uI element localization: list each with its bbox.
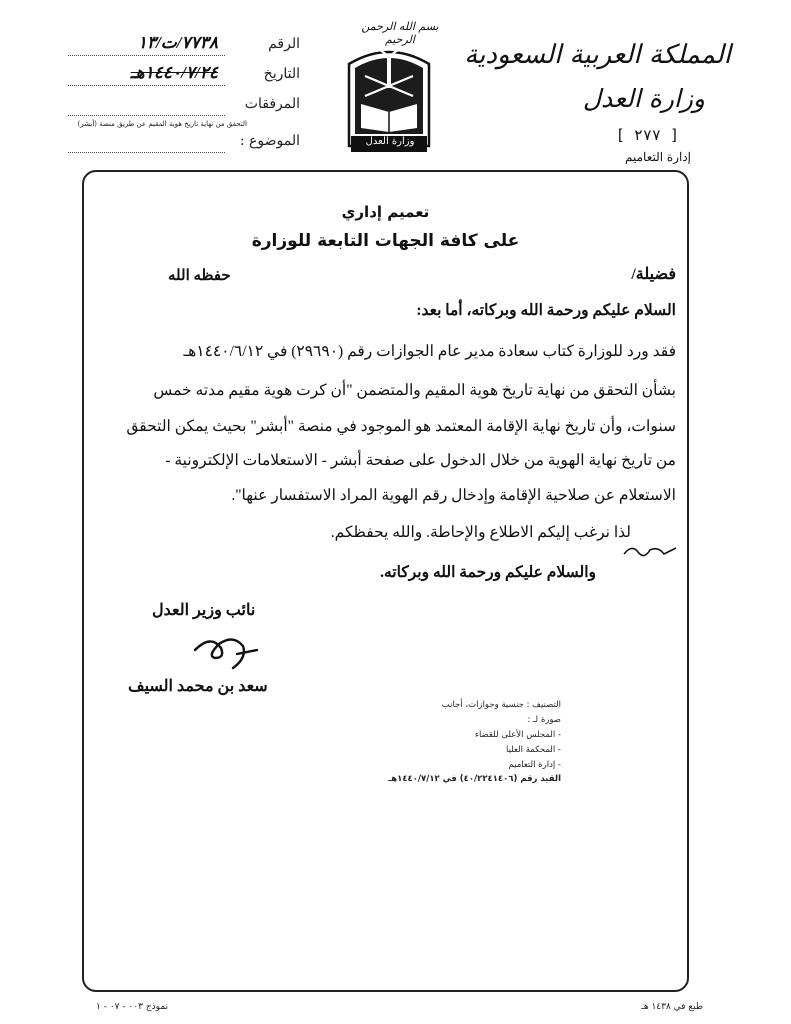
salutation-left: فضيلة/ xyxy=(631,266,676,283)
emblem-label: وزارة العدل xyxy=(365,136,415,147)
form-number: نموذج ٠٠٣ - ٠٧ - ١ xyxy=(96,1002,169,1012)
closing-request: لذا نرغب إليكم الاطلاع والإحاطة. والله يحفظكم. xyxy=(330,524,631,541)
copy-to-label: صورة لـ : xyxy=(527,715,561,725)
department-name: إدارة التعاميم xyxy=(625,150,691,164)
printed-year: طبع في ١٤٣٨ هـ xyxy=(641,1002,703,1012)
number-value: ٧٧٣٨/ت/١٣ xyxy=(137,33,218,52)
signer-title: نائب وزير العدل xyxy=(152,602,256,619)
reference-number-field xyxy=(60,33,300,58)
attachments-field xyxy=(60,96,300,118)
paragraph-line: فقد ورد للوزارة كتاب سعادة مدير عام الجوازات رقم (٢٩٦٩٠) في ١٤٤٠/٦/١٢هـ xyxy=(183,343,676,360)
record-number: القيد رقم (٤٠/٢٢٤١٤٠٦) في ١٤٤٠/٧/١٢هـ xyxy=(388,774,561,784)
absher-note: التحقق من نهاية تاريخ هوية المقيم عن طريق منصة (أبشر) xyxy=(77,120,247,128)
circular-number: [ ٢٧٧ ] xyxy=(615,126,679,144)
signer-name: سعد بن محمد السيف xyxy=(128,678,268,695)
greeting: السلام عليكم ورحمة الله وبركاته، أما بعد: xyxy=(416,302,676,319)
date-rule xyxy=(68,85,225,86)
circular-subtitle: على كافة الجهات التابعة للوزارة xyxy=(251,231,520,251)
paragraph-line: من تاريخ نهاية الهوية من خلال الدخول على صفحة أبشر - الاستعلامات الإلكترونية - xyxy=(165,452,676,469)
copy-to-item: - المجلس الأعلى للقضاء xyxy=(474,730,561,740)
subject-rule xyxy=(68,152,225,153)
paragraph-line: بشأن التحقق من نهاية تاريخ هوية المقيم والمتضمن "أن كرت هوية مقيم مدته خمس xyxy=(153,382,676,399)
ministry-title: وزارة العدل xyxy=(582,84,705,113)
copy-to-item: - إدارة التعاميم xyxy=(508,760,561,770)
date-label: التاريخ xyxy=(263,66,300,82)
subject-label: الموضوع : xyxy=(239,133,300,149)
circular-title: تعميم إداري xyxy=(341,203,430,221)
initials-signature-icon xyxy=(620,540,680,560)
subject-field xyxy=(60,133,300,155)
attachments-rule xyxy=(68,115,225,116)
paragraph-line: سنوات، وأن تاريخ نهاية الإقامة المعتمد هو الموجود في منصة "أبشر" بحيث يمكن التحقق xyxy=(126,418,676,435)
closing-greeting: والسلام عليكم ورحمة الله وبركاته. xyxy=(380,564,596,581)
number-rule xyxy=(68,55,225,56)
signature-icon xyxy=(185,628,265,676)
paragraph-line: الاستعلام عن صلاحية الإقامة وإدخال رقم الهوية المراد الاستفسار عنها". xyxy=(231,487,676,504)
salutation-right: حفظه الله xyxy=(168,268,231,284)
kingdom-title: المملكة العربية السعودية xyxy=(464,40,731,70)
basmala: بسم الله الرحمن الرحيم xyxy=(361,20,439,46)
date-field xyxy=(60,63,300,88)
number-label: الرقم xyxy=(268,36,300,52)
date-value: ١٤٤٠/٧/٢٤هـ xyxy=(130,63,218,82)
attachments-label: المرفقات xyxy=(244,96,300,112)
copy-to-item: - المحكمة العليا xyxy=(505,745,561,755)
classification: التصنيف : جنسية وجوازات، أجانب xyxy=(441,700,561,710)
